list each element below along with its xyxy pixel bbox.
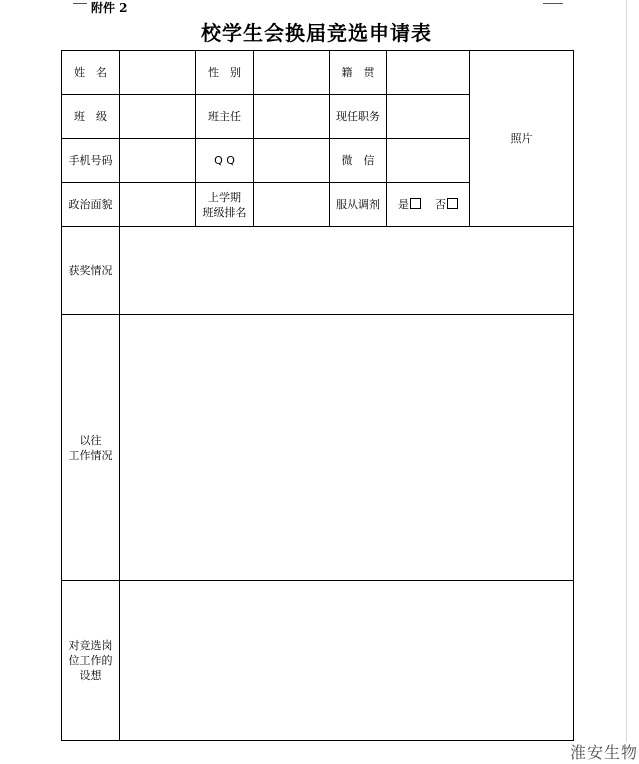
obey-no-option[interactable] [435, 198, 458, 211]
political-status-field[interactable] [120, 183, 196, 227]
position-ideas-label [62, 581, 120, 741]
position-ideas-label-line1: 对竞选岗 [68, 639, 113, 652]
photo-label: 照片 [510, 132, 533, 145]
wechat-label: 微 信 [330, 139, 387, 183]
class-rank-label-line2: 班级排名 [202, 205, 247, 219]
position-ideas-label-line3: 设想 [79, 669, 102, 682]
form-row-position-ideas [62, 581, 574, 741]
position-ideas-label-line2: 位工作的 [68, 654, 113, 667]
gender-field[interactable] [254, 51, 330, 95]
corner-mark-left [73, 3, 87, 4]
page-edge-line [626, 0, 627, 742]
phone-label: 手机号码 [62, 139, 120, 183]
form-title: 校学生会换届竞选申请表 [201, 21, 432, 45]
political-status-label: 政治面貌 [62, 183, 120, 227]
class-label: 班 级 [62, 95, 120, 139]
work-history-label [62, 315, 120, 581]
position-ideas-field[interactable] [120, 581, 574, 741]
obey-adjustment-label: 服从调剂 [330, 183, 387, 227]
photo-cell[interactable] [470, 51, 574, 227]
obey-no-checkbox[interactable] [447, 198, 458, 209]
current-position-label: 现任职务 [330, 95, 387, 139]
qq-field[interactable] [254, 139, 330, 183]
obey-no-label: 否 [435, 198, 446, 211]
obey-yes-label: 是 [398, 198, 409, 211]
head-teacher-field[interactable] [254, 95, 330, 139]
obey-yes-checkbox[interactable] [410, 198, 421, 209]
awards-label: 获奖情况 [62, 227, 120, 315]
head-teacher-label: 班主任 [196, 95, 254, 139]
class-rank-field[interactable] [254, 183, 330, 227]
application-form-table [61, 50, 574, 741]
class-rank-label [196, 183, 254, 227]
phone-field[interactable] [120, 139, 196, 183]
attachment-label: 附件 2 [91, 1, 128, 15]
qq-label: Q Q [196, 139, 254, 183]
gender-label: 性 别 [196, 51, 254, 95]
work-history-label-line2: 工作情况 [68, 448, 113, 462]
class-rank-label-line1: 上学期 [208, 190, 241, 204]
origin-field[interactable] [387, 51, 470, 95]
wechat-field[interactable] [387, 139, 470, 183]
obey-adjustment-options [387, 183, 470, 227]
name-field[interactable] [120, 51, 196, 95]
class-field[interactable] [120, 95, 196, 139]
work-history-field[interactable] [120, 315, 574, 581]
awards-field[interactable] [120, 227, 574, 315]
current-position-field[interactable] [387, 95, 470, 139]
form-row-awards [62, 227, 574, 315]
watermark: 淮安生物 [570, 743, 639, 762]
name-label: 姓 名 [62, 51, 120, 95]
form-row-basic-info [62, 51, 574, 95]
corner-mark-right [543, 3, 563, 4]
work-history-label-line1: 以往 [79, 433, 102, 447]
obey-yes-option[interactable] [398, 198, 421, 211]
origin-label: 籍 贯 [330, 51, 387, 95]
form-row-work-history [62, 315, 574, 581]
